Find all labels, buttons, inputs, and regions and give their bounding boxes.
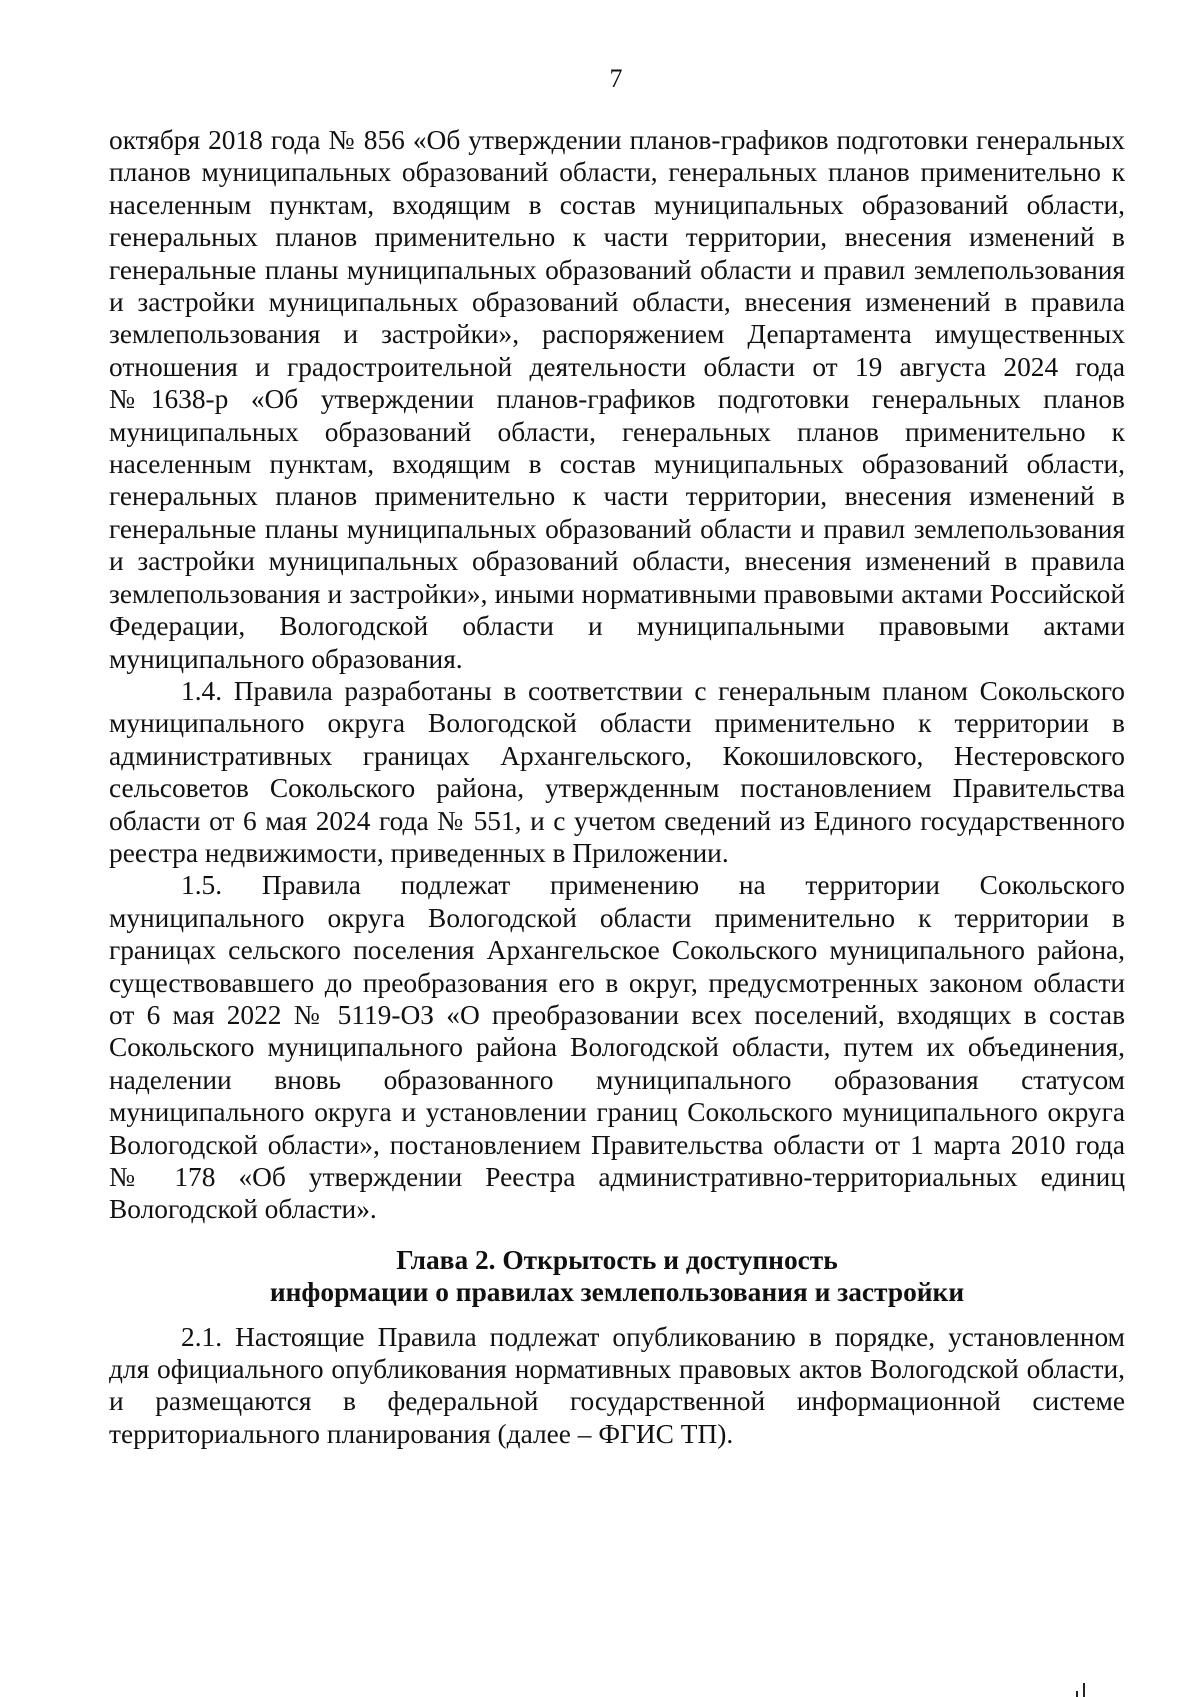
scan-artifact-mark [1074, 1679, 1088, 1697]
paragraph-1-5: 1.5. Правила подлежат применению на территории Сокольского муниципального округа Вологодской области применительно к территории в границах сельского поселения Архангельское Сокольского муниципального района, существовавшего до преобразования его в округ, предусмотренных законом области от 6 мая 2022 № 5119-ОЗ «О преобразовании всех поселений, входящих в состав Сокольского муниципального района Вологодской области, путем их объединения, наделении вновь образованного муниципального образования статусом муниципального округа и установлении границ Сокольского муниципального округа Вологодской области», постановлением Правительства области от 1 марта 2010 года № 178 «Об утверждении Реестра административно-территориальных единиц Вологодской области». [109, 870, 1125, 1225]
chapter-title-line-2: информации о правилах землепользования и застройки [269, 1277, 965, 1308]
page-number: 7 [609, 64, 623, 93]
paragraph-continuation: октября 2018 года № 856 «Об утверждении планов-графиков подготовки генеральных планов муниципальных образований области, генеральных планов применительно к населенным пунктам, входящим в состав муниципальных образований области, генеральных планов применительно к части территории, внесения изменений в генеральные планы муниципальных образований области и правил землепользования и застройки муниципальных образований области, внесения изменений в правила землепользования и застройки», распоряжением Департамента имущественных отношения и градостроительной деятельности области от 19 августа 2024 года №1638-р «Об утверждении планов-графиков подготовки генеральных планов муниципальных образований области, генеральных планов применительно к населенным пунктам, входящим в состав муниципальных образований области, генеральных планов применительно к части территории, внесения изменений в генеральные планы муниципальных образований области и правил землепользования и застройки муниципальных образований области, внесения изменений в правила землепользования и застройки», иными нормативными правовыми актами Российской Федерации, Вологодской области и муниципальными правовыми актами муниципального образования. [109, 125, 1125, 674]
paragraph-2-1: 2.1. Настоящие Правила подлежат опубликованию в порядке, установленном для официального опубликования нормативных правовых актов Вологодской области, и размещаются в федеральной государственной информационной системе территориального планирования (далее – ФГИС ТП). [109, 1321, 1125, 1449]
chapter-2-heading [109, 1244, 1125, 1309]
document-body [109, 124, 1125, 1450]
paragraph-1-4: 1.4. Правила разработаны в соответствии с генеральным планом Сокольского муниципального округа Вологодской области применительно к территории в административных границах Архангельского, Кокошиловского, Нестеровского сельсоветов Сокольского района, утвержденным постановлением Правительства области от 6 мая 2024 года № 551, и с учетом сведений из Единого государственного реестра недвижимости, приведенных в Приложении. [109, 675, 1125, 868]
chapter-title-line-1: Глава 2. Открытость и доступность [396, 1244, 838, 1275]
